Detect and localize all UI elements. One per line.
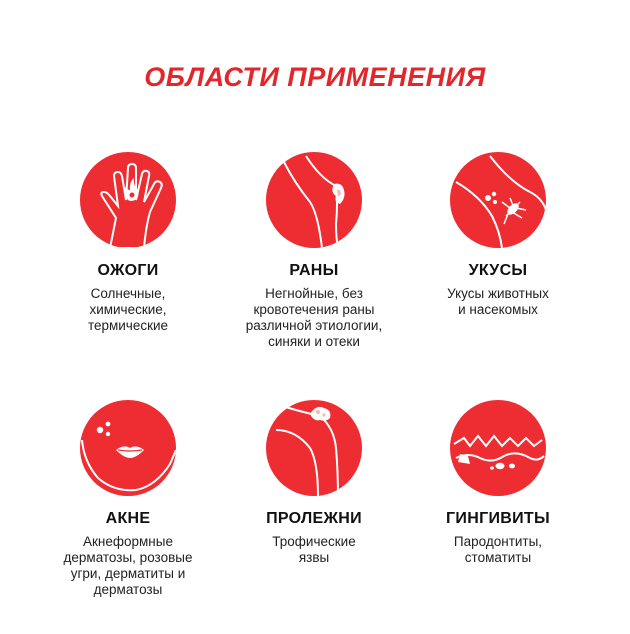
item-label: УКУСЫ	[468, 262, 528, 279]
wounded-knee-icon	[266, 152, 362, 248]
page-title: ОБЛАСТИ ПРИМЕНЕНИЯ	[144, 62, 486, 92]
application-item-bites	[398, 152, 598, 318]
bedsore-leg-icon	[266, 400, 362, 496]
item-description: Укусы животных и насекомых	[447, 286, 549, 317]
burned-hand-icon	[80, 152, 176, 248]
application-item-acne	[28, 400, 228, 598]
mosquito-bite-icon	[450, 152, 546, 248]
item-label: АКНЕ	[105, 510, 151, 527]
item-label: ГИНГИВИТЫ	[446, 510, 550, 527]
item-description: Трофические язвы	[272, 534, 356, 565]
item-description: Солнечные, химические, термические	[87, 286, 169, 333]
item-description: Пародонтиты, стоматиты	[453, 534, 543, 565]
application-item-wounds	[214, 152, 414, 350]
teeth-gums-icon	[450, 400, 546, 496]
item-label: ПРОЛЕЖНИ	[266, 510, 362, 527]
application-item-gingivitis	[398, 400, 598, 566]
application-item-bedsores	[214, 400, 414, 566]
application-item-burns	[28, 152, 228, 334]
acne-face-icon	[80, 400, 176, 496]
item-label: РАНЫ	[289, 262, 339, 279]
item-label: ОЖОГИ	[97, 262, 159, 279]
item-description: Акнеформные дерматозы, розовые угри, дерматиты и дерматозы	[63, 534, 193, 597]
item-description: Негнойные, без кровотечения раны различной этиологии, синяки и отеки	[245, 286, 383, 349]
